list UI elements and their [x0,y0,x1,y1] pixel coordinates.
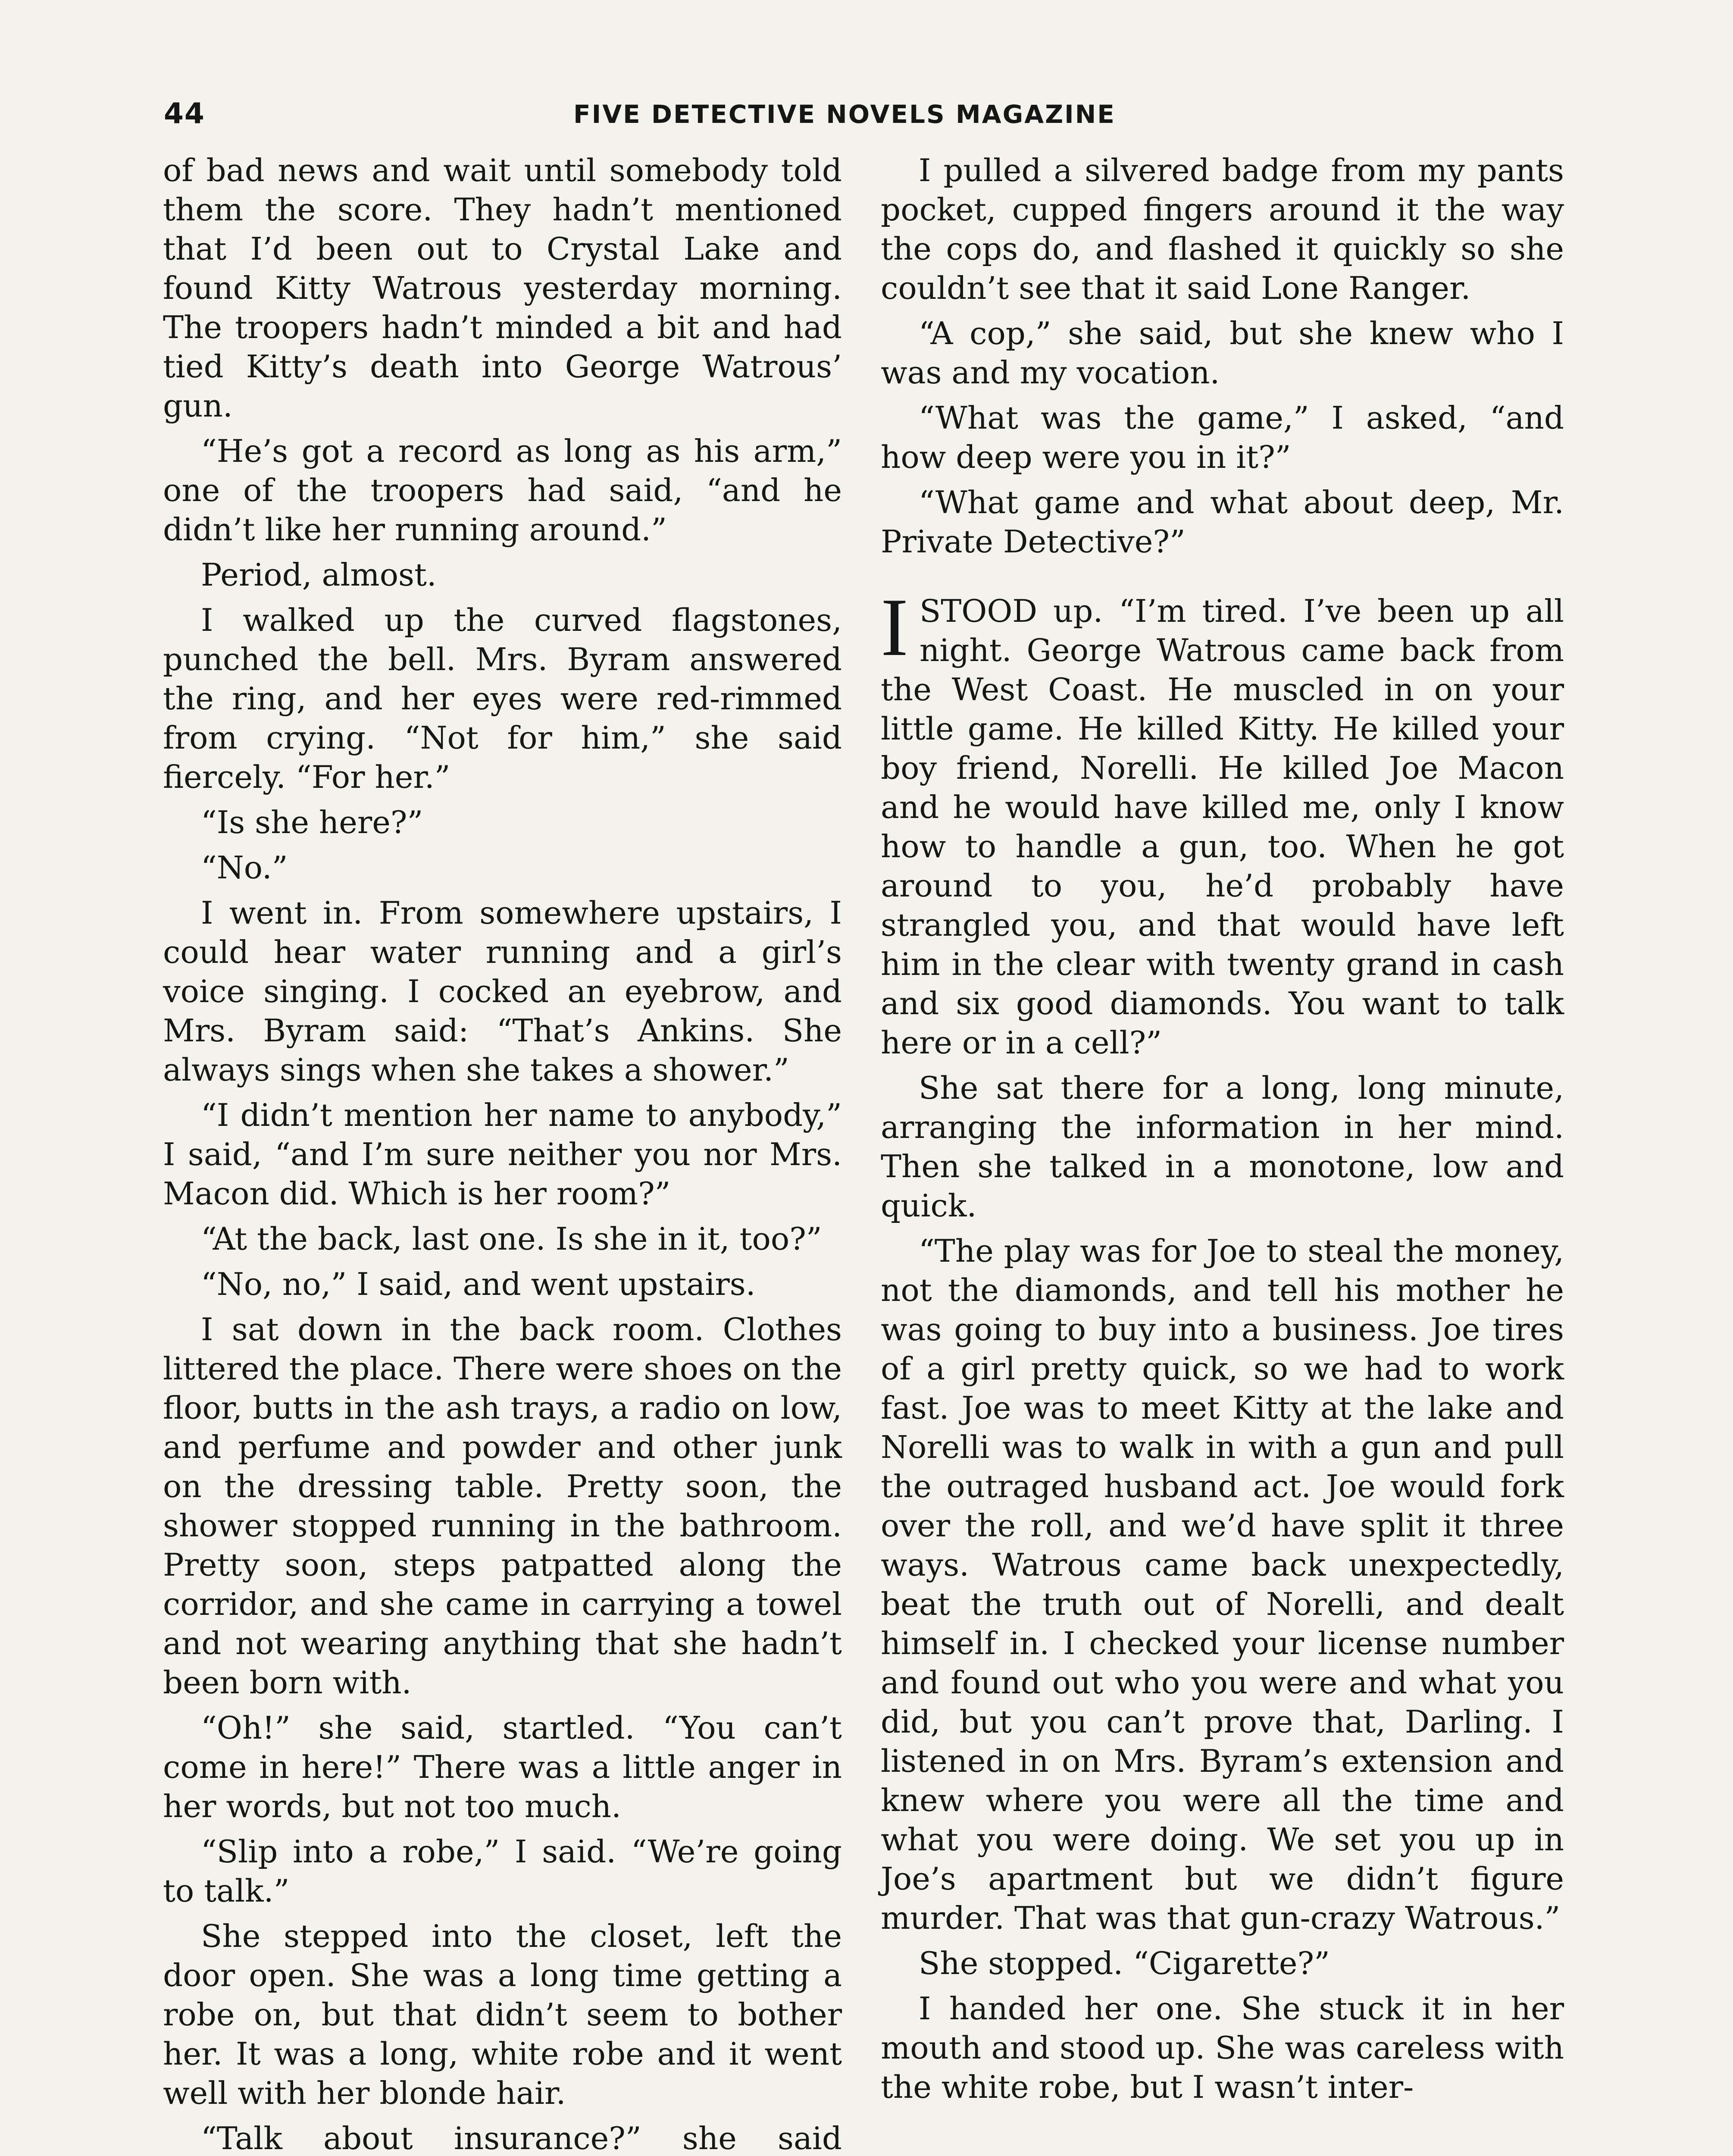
drop-cap: I [881,581,908,673]
left-column [163,151,842,2156]
paragraph: “A cop,” she said, but she knew who I was and my vocation. [881,315,1564,391]
paragraph: I handed her one. She stuck it in her mouth and stood up. She was careless with the white robe, but I wasn’t inter- [881,1990,1564,2105]
paragraph: “At the back, last one. Is she in it, too?” [201,1221,822,1257]
paragraph: Period, almost. [201,557,437,593]
paragraph: “No, no,” I said, and went upstairs. [201,1266,756,1302]
paragraph: I walked up the curved flagstones, punched the bell. Mrs. Byram answered the ring, and her eyes were red-rimmed from crying. “Not for him,” she said fiercely. “For her.” [163,602,842,795]
paragraph: I went in. From somewhere upstairs, I could hear water running and a girl’s voice singing. I cocked an eyebrow, and Mrs. Byram said: “That’s Ankins. She always sings when she takes a shower.” [163,895,842,1088]
paragraph: “The play was for Joe to steal the money, not the diamonds, and tell his mother he was going to buy into a business. Joe tires of a girl pretty quick, so we had to work fast. Joe was to meet Kitty at the lake and Norelli was to walk in with a gun and pull the outraged husband act. Joe would fork over the roll, and we’d have split it three ways. Watrous came back unexpectedly, beat the truth out of Norelli, and dealt himself in. I checked your license number and found out who you were and what you did, but you can’t prove that, Darling. I listened in on Mrs. Byram’s extension and knew where you were all the time and what you were doing. We set you up in Joe’s apartment but we didn’t figure murder. That was that gun-crazy Watrous.” [881,1233,1564,1936]
paragraph: “What was the game,” I asked, “and how deep were you in it?” [881,400,1564,475]
paragraph: “Oh!” she said, startled. “You can’t come in here!” There was a little anger in her words, but not too much. [163,1710,842,1824]
paragraph: “Slip into a robe,” I said. “We’re going to talk.” [163,1833,842,1909]
paragraph: “What game and what about deep, Mr. Private Detective?” [881,484,1564,560]
paragraph: of bad news and wait until somebody told them the score. They hadn’t mentioned that I’d been out to Crystal Lake and found Kitty Watrous yesterday morning. The troopers hadn’t minded a bit and had tied Kitty’s death into George Watrous’ gun. [163,152,842,424]
paragraph: She stopped. “Cigarette?” [919,1945,1330,1981]
paragraph: She sat there for a long, long minute, arranging the information in her mind. Then she talked in a monotone, low and quick. [881,1070,1564,1224]
paragraph: “He’s got a record as long as his arm,” one of the troopers had said, “and he didn’t like her running around.” [163,433,842,548]
right-column [881,151,1564,2113]
page-number: 44 [164,97,205,130]
paragraph: She stepped into the closet, left the door open. She was a long time getting a robe on, but that didn’t seem to bother her. It was a long, white robe and it went well with her blonde hair. [163,1918,842,2111]
paragraph: I pulled a silvered badge from my pants pocket, cupped fingers around it the way the cops do, and flashed it quickly so she couldn’t see that it said Lone Ranger. [881,152,1564,306]
section-opening-paragraph [881,581,1564,1062]
paragraph: I sat down in the back room. Clothes littered the place. There were shoes on the floor, butts in the ash trays, a radio on low, and perfume and powder and other junk on the dressing table. Pretty soon, the shower stopped running in the bathroom. Pretty soon, steps patpatted along the corridor, and she came in carrying a towel and not wearing anything that she hadn’t been born with. [163,1311,842,1701]
running-head: FIVE DETECTIVE NOVELS MAGAZINE [573,100,1116,129]
paragraph: “Talk about insurance?” she said [201,2120,842,2156]
paragraph: “No.” [201,849,288,886]
page-header [164,97,1565,140]
paragraph-text: STOOD up. “I’m tired. I’ve been up all night. George Watrous came back from the West Coast. He muscled in on your little game. He killed Kitty. He killed your boy friend, Norelli. He killed Joe Macon and he would have killed me, only I know how to handle a gun, too. When he got around to you, he’d probably have strangled you, and that would have left him in the clear with twenty grand in cash and six good diamonds. You want to talk here or in a cell?” [881,593,1564,1061]
paragraph: “I didn’t mention her name to anybody,” I said, “and I’m sure neither you nor Mrs. Macon did. Which is her room?” [163,1097,842,1212]
paragraph: “Is she here?” [201,804,423,840]
